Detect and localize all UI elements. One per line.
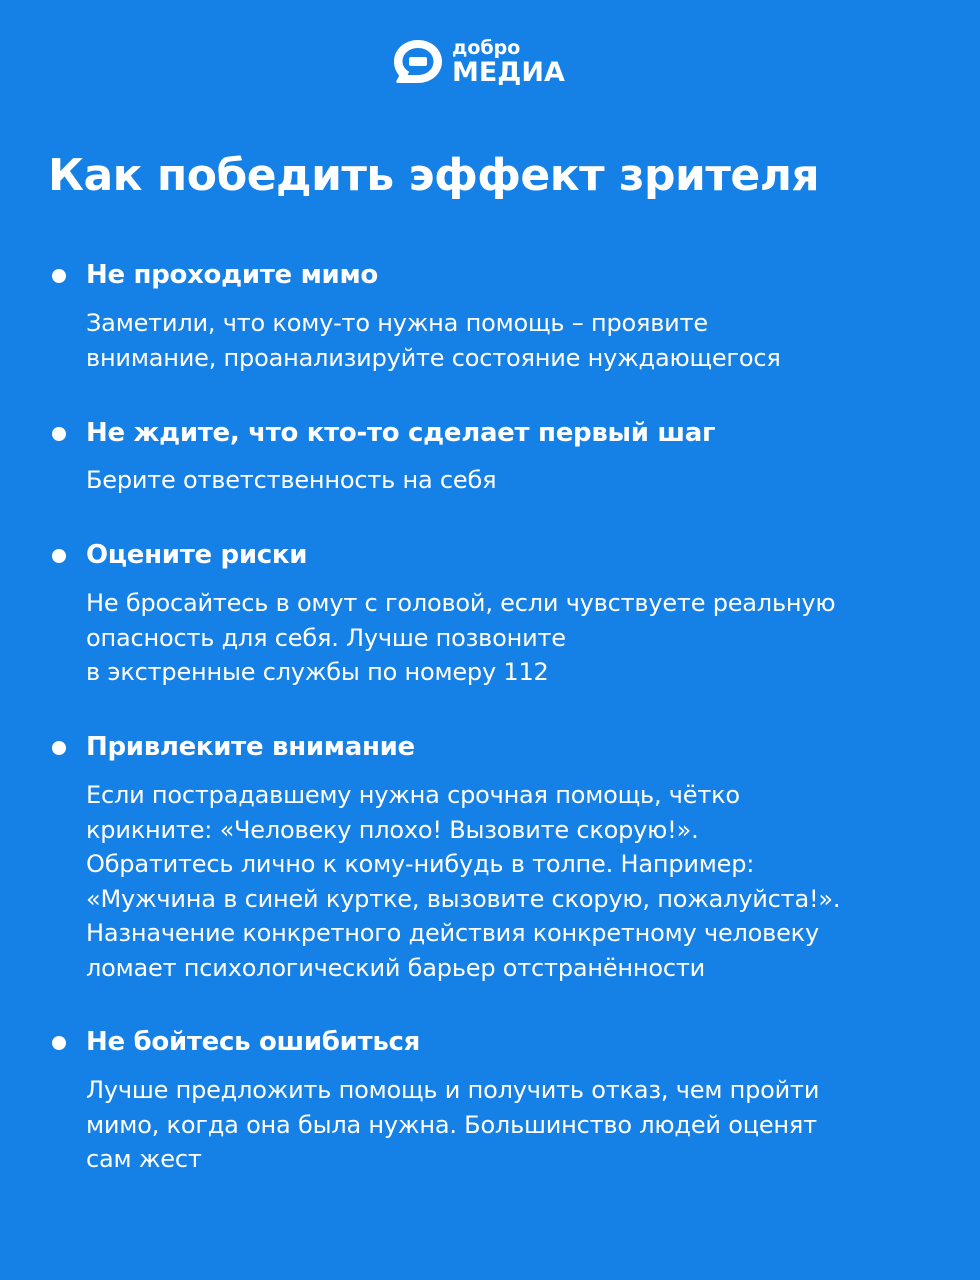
bullet-icon (52, 549, 66, 563)
item-description-line: Не бросайтесь в омут с головой, если чувствуете реальную (86, 589, 836, 617)
item-heading: Не бойтесь ошибиться (86, 1027, 420, 1057)
item-description-line: крикните: «Человеку плохо! Вызовите скорую!». (86, 815, 699, 844)
page-title: Как победить эффект зрителя (48, 150, 820, 201)
item-description-line: внимание, проанализируйте состояние нуждающегося (86, 343, 781, 372)
item-description-line: Обратитесь лично к кому-нибудь в толпе. Например: (86, 850, 755, 878)
item-heading: Не проходите мимо (86, 260, 378, 290)
item-description-line: Берите ответственность на себя (86, 466, 497, 494)
item-description-line: в экстренные службы по номеру 112 (86, 658, 549, 686)
bullet-icon (52, 1036, 66, 1050)
item-heading: Привлеките внимание (86, 732, 415, 762)
item-description-line: Если пострадавшему нужна срочная помощь, чётко (86, 781, 740, 809)
item-description-line: Назначение конкретного действия конкретному человеку (86, 919, 819, 947)
item-description (86, 306, 966, 375)
bullet-icon (52, 269, 66, 283)
bullet-icon (52, 741, 66, 755)
item-description-line: ломает психологический барьер отстранённости (86, 953, 706, 982)
item-description (86, 463, 966, 498)
item-description-line: «Мужчина в синей куртке, вызовите скорую, пожалуйста!». (86, 884, 841, 913)
speech-bubble-logo-icon (392, 38, 444, 86)
dobro-media-logo (392, 38, 565, 86)
item-description-line: Заметили, что кому-то нужна помощь – проявите (86, 309, 708, 337)
logo-top-text: добро (452, 36, 521, 59)
item-heading: Не ждите, что кто-то сделает первый шаг (86, 418, 716, 448)
item-description (86, 586, 966, 690)
item-description (86, 1073, 966, 1177)
item-description (86, 778, 966, 985)
item-description-line: опасность для себя. Лучше позвоните (86, 623, 566, 652)
logo-bottom-text: МЕДИА (452, 56, 565, 88)
item-description-line: мимо, когда она была нужна. Большинство людей оценят (86, 1110, 817, 1139)
bullet-icon (52, 427, 66, 441)
item-heading: Оцените риски (86, 540, 308, 570)
item-description-line: Лучше предложить помощь и получить отказ, чем пройти (86, 1076, 820, 1104)
item-description-line: сам жест (86, 1145, 202, 1173)
